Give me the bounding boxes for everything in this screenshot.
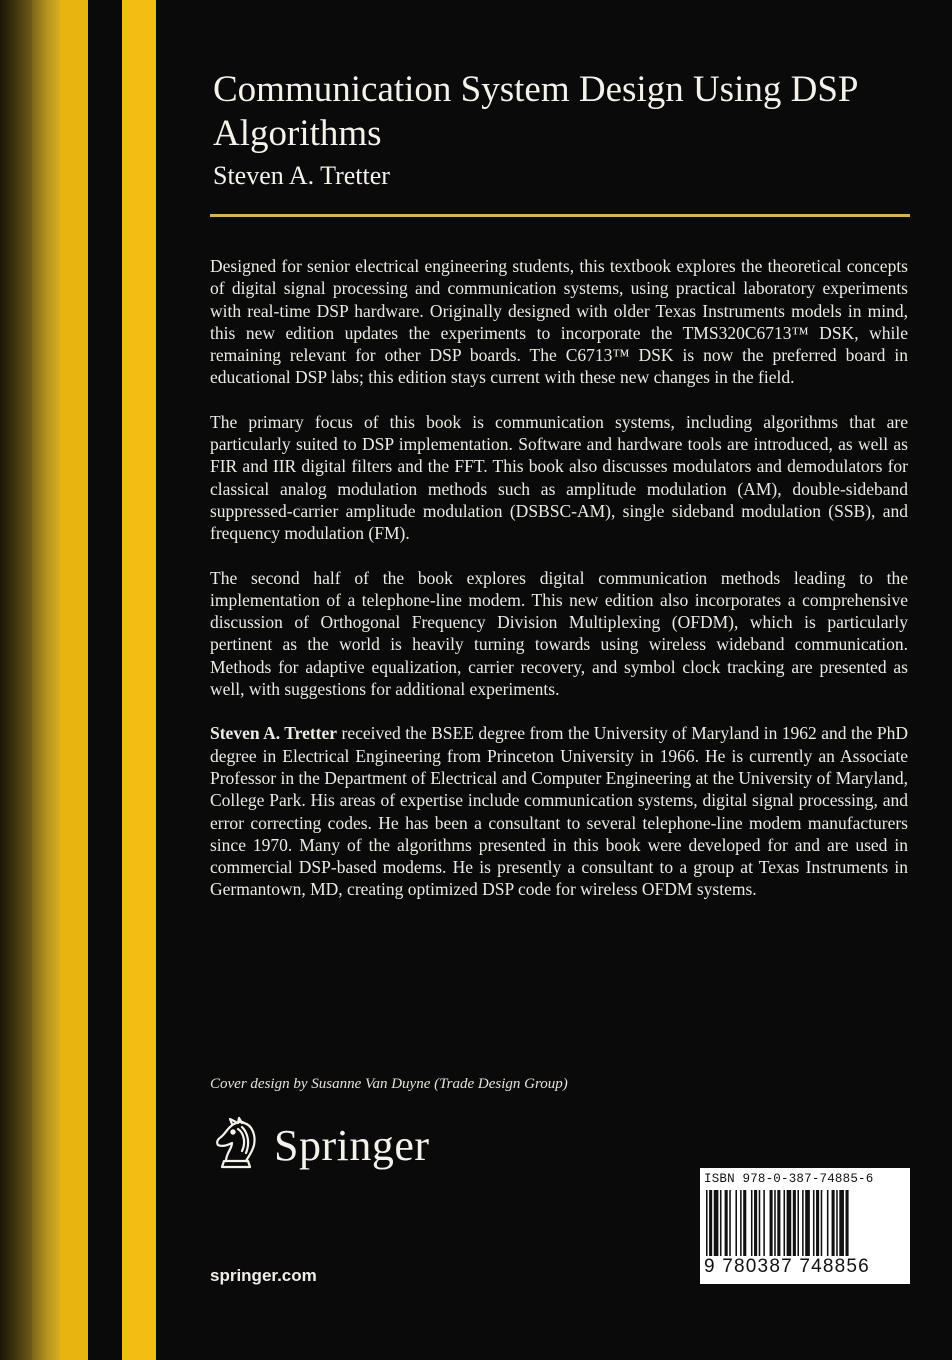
publisher-website[interactable]: springer.com — [210, 1266, 317, 1285]
blurb — [210, 255, 908, 923]
bio-author-name: Steven A. Tretter — [210, 723, 338, 744]
bio-text: received the BSEE degree from the University of Maryland in 1962 and the PhD degree in Electrical Engineering from Princeton University in 1966. He is currently an Associate Professor in the Department of Electrical and Computer Engineering at the University of Maryland, College Park. His areas of expertise include communication systems, digital signal processing, and error correcting codes. He has been a consultant to several telephone-line modem manufacturers since 1970. Many of the algorithms presented in this book were developed for and are used in commercial DSP-based modems. He is presently a consultant to a group at Texas Instruments in Germantown, MD, creating optimized DSP code for wireless OFDM systems. — [210, 723, 908, 900]
isbn-barcode — [700, 1168, 910, 1284]
publisher-logo — [208, 1114, 430, 1176]
author-bio — [210, 722, 908, 900]
ean-number: 9 780387 748856 — [704, 1256, 910, 1278]
book-title: Communication System Design Using DSP Algorithms — [213, 69, 858, 154]
isbn-label: ISBN 978-0-387-74885-6 — [704, 1172, 874, 1186]
publisher-name: Springer — [274, 1120, 430, 1170]
title-divider — [210, 214, 910, 217]
book-author: Steven A. Tretter — [213, 161, 390, 190]
yellow-stripe-wide — [122, 0, 156, 1360]
black-stripe-inner — [156, 0, 186, 1360]
blurb-paragraph: The primary focus of this book is communication systems, including algorithms that are particularly suited to DSP implementation. Software and hardware tools are introduced, as well as FIR and IIR digital filters and the FFT. This book also discusses modulators and demodulators for classical analog modulation methods such as amplitude modulation (AM), double-sideband suppressed-carrier amplitude modulation (DSBSC-AM), single sideband modulation (SSB), and frequency modulation (FM). — [210, 411, 908, 544]
blurb-paragraph: Designed for senior electrical engineering students, this textbook explores the theoretical concepts of digital signal processing and communication systems, using practical laboratory experiments with real-time DSP hardware. Originally designed with older Texas Instruments models in mind, this new edition updates the experiments to incorporate the TMS320C6713™ DSK, while remaining relevant for other DSP boards. The C6713™ DSK is now the preferred board in educational DSP labs; this edition stays current with these new changes in the field. — [210, 256, 908, 388]
black-stripe — [88, 0, 122, 1360]
knight-chess-piece-icon — [208, 1115, 264, 1175]
blurb-paragraph: The second half of the book explores digital communication methods leading to the implementation of a telephone-line modem. This new edition also incorporates a comprehensive discussion of Orthogonal Frequency Division Multiplexing (OFDM), which is particularly pertinent as the world is heavily turning towards using wireless wideband communication. Methods for adaptive equalization, carrier recovery, and symbol clock tracking are presented as well, with suggestions for additional experiments. — [210, 567, 908, 700]
yellow-stripe — [60, 0, 88, 1360]
gradient-stripe — [0, 0, 32, 1360]
decorative-stripes — [0, 0, 200, 1360]
cover-design-credit: Cover design by Susanne Van Duyne (Trade Design Group) — [210, 1076, 568, 1092]
gold-stripe — [32, 0, 60, 1360]
